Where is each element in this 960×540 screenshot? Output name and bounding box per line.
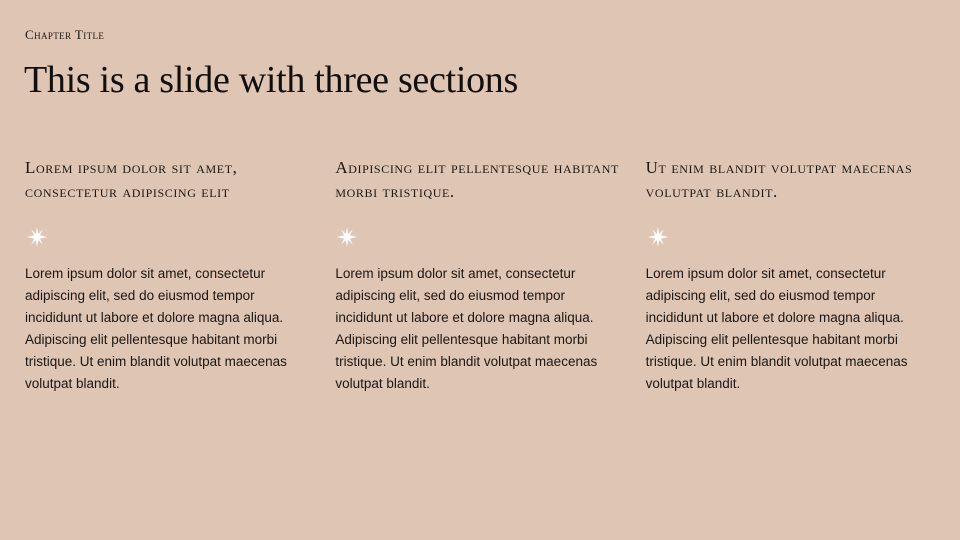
section-3 [646,156,935,395]
sections-container [25,156,935,395]
section-body: Lorem ipsum dolor sit amet, consectetur adipiscing elit, sed do eiusmod tempor incididunt ut labore et dolore magna aliqua. Adipiscing elit pellentesque habitant morbi tristique. Ut enim blandit volutpat maecenas volutpat blandit. [335,266,598,391]
star-icon [336,226,358,248]
star-icon [26,226,48,248]
section-1 [25,156,314,395]
slide-title: This is a slide with three sections [24,59,518,101]
section-2 [335,156,624,395]
section-heading: Ut enim blandit volutpat maecenas volutpat blandit. [645,158,913,201]
star-icon [647,226,669,248]
section-heading: Lorem ipsum dolor sit amet, consectetur adipiscing elit [25,158,238,201]
section-body: Lorem ipsum dolor sit amet, consectetur adipiscing elit, sed do eiusmod tempor incididunt ut labore et dolore magna aliqua. Adipiscing elit pellentesque habitant morbi tristique. Ut enim blandit volutpat maecenas volutpat blandit. [645,266,908,391]
section-heading: Adipiscing elit pellentesque habitant morbi tristique. [335,158,619,201]
chapter-title: Chapter Title [25,27,105,42]
section-body: Lorem ipsum dolor sit amet, consectetur adipiscing elit, sed do eiusmod tempor incididunt ut labore et dolore magna aliqua. Adipiscing elit pellentesque habitant morbi tristique. Ut enim blandit volutpat maecenas volutpat blandit. [25,266,287,391]
